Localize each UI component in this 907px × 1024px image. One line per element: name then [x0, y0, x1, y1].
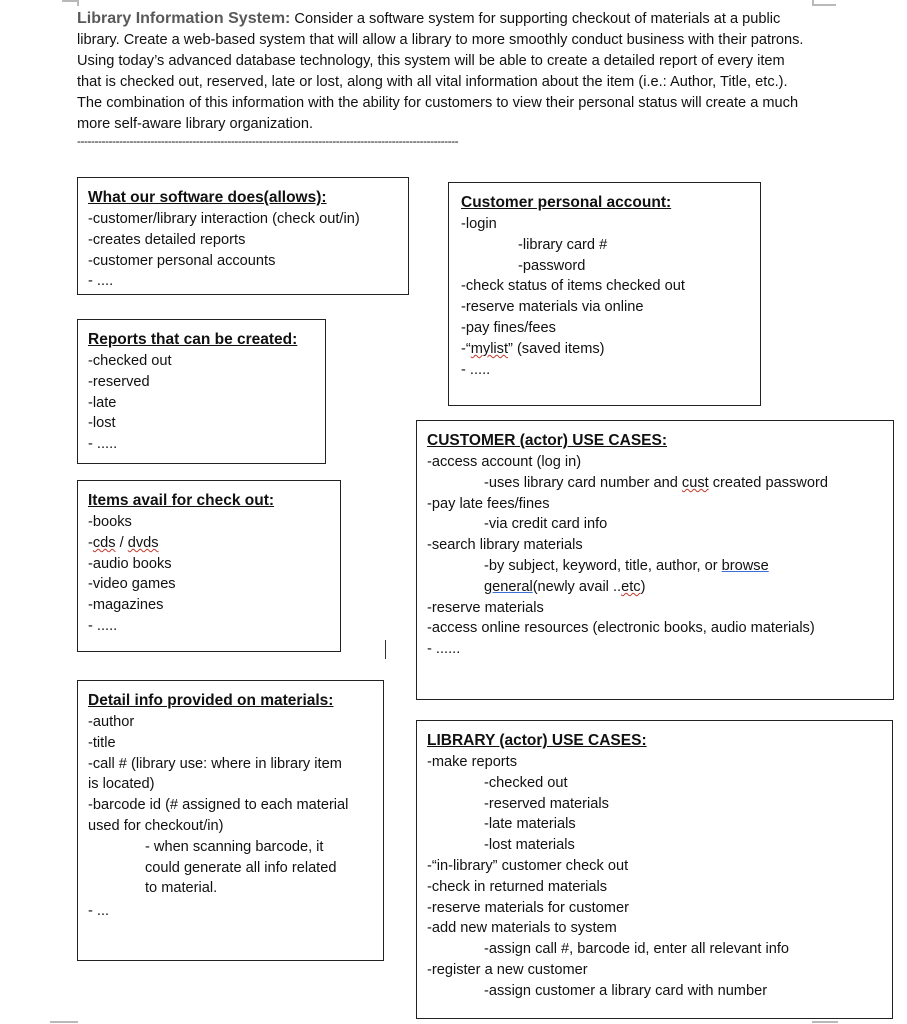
list-item: - ......	[427, 641, 461, 658]
list-item: -checked out	[88, 353, 172, 369]
separator-line: -------------------------------------------------------------------------------------------------------------	[77, 134, 459, 148]
detail-info-title: Detail info provided on materials:	[88, 692, 334, 709]
list-item: - .....	[461, 361, 491, 378]
list-item: -late	[88, 394, 117, 411]
list-item: -pay late fees/fines	[427, 495, 550, 512]
spellcheck-word: mylist	[470, 340, 509, 357]
list-item: -pay fines/fees	[461, 319, 556, 336]
software-features-box	[77, 177, 409, 295]
reports-box	[77, 319, 326, 464]
list-item: -library card #	[518, 236, 608, 253]
list-item: -search library materials	[427, 537, 583, 554]
list-item: -reserve materials	[427, 599, 544, 616]
list-item: -reserved materials	[484, 795, 609, 812]
list-item: - .....	[88, 617, 118, 634]
page-corner-mark-top-left	[62, 0, 78, 2]
list-item: -uses library card number and cust created password	[484, 474, 828, 491]
customer-use-cases-box	[416, 420, 894, 700]
customer-account-box	[448, 182, 761, 406]
reports-title: Reports that can be created:	[88, 331, 298, 348]
list-item: - .....	[88, 436, 118, 453]
list-item: to material.	[145, 880, 218, 897]
list-item: -customer personal accounts	[88, 252, 276, 269]
list-item: -video games	[88, 576, 176, 593]
list-item: -assign call #, barcode id, enter all relevant info	[484, 941, 790, 958]
library-use-cases-title: LIBRARY (actor) USE CASES:	[427, 732, 647, 749]
spellcheck-word: cust	[681, 474, 709, 491]
list-item: -login	[461, 216, 497, 232]
grammar-word: general	[484, 578, 533, 595]
list-item: -via credit card info	[484, 516, 608, 533]
list-item: -add new materials to system	[427, 920, 617, 937]
list-item: -register a new customer	[427, 961, 588, 978]
page-corner-mark-top-right	[812, 4, 836, 6]
intro-body: Consider a software system for supporting checkout of materials at a public library. Create a web-based system that will allow a library to more smoothly conduct business with their patrons. Using today’s advanced database technology, this system will be able to create a detailed report of every item that is checked out, reserved, late or lost, along with all vital information about the item (i.e.: Author, Title, etc.). The combination of this information with the ability for customers to view their personal status will create a much more self-aware library organization.	[77, 11, 804, 132]
list-item: -access online resources (electronic books, audio materials)	[427, 620, 815, 637]
spellcheck-word: cds	[92, 534, 116, 551]
list-item: -assign customer a library card with number	[484, 982, 768, 999]
list-item: -password	[518, 257, 586, 274]
items-available-box	[77, 480, 341, 652]
list-item: -call # (library use: where in library item	[88, 755, 342, 772]
list-item: - ...	[88, 903, 110, 920]
list-item: -check in returned materials	[427, 878, 608, 895]
list-item: -reserved	[88, 373, 150, 390]
list-item: -creates detailed reports	[88, 231, 246, 248]
list-item: -cds / dvds	[88, 534, 159, 551]
list-item: -checked out	[484, 774, 568, 791]
list-item: -reserve materials via online	[461, 299, 644, 316]
list-item: -make reports	[427, 754, 518, 770]
page-corner-mark-top-right-vertical	[812, 0, 814, 6]
list-item: -barcode id (# assigned to each material	[88, 797, 349, 814]
page-corner-mark-bottom-right	[812, 1021, 838, 1023]
intro-title: Library Information System:	[77, 10, 291, 27]
library-use-cases-box	[416, 720, 893, 1019]
list-item: -title	[88, 734, 116, 751]
list-item: -“mylist” (saved items)	[461, 340, 605, 357]
grammar-word: browse	[721, 557, 769, 574]
intro-paragraph	[77, 8, 807, 135]
spellcheck-word: etc	[621, 578, 641, 595]
spellcheck-word: dvds	[127, 534, 159, 551]
list-item: used for checkout/in)	[88, 817, 224, 834]
list-item: -books	[88, 514, 132, 530]
list-item: -lost	[88, 415, 116, 432]
items-available-title: Items avail for check out:	[88, 492, 275, 509]
customer-use-cases-title: CUSTOMER (actor) USE CASES:	[427, 432, 667, 449]
customer-account-title: Customer personal account:	[461, 194, 672, 211]
page-corner-mark-top-left-vertical	[77, 0, 79, 6]
software-features-title: What our software does(allows):	[88, 189, 327, 206]
list-item: -by subject, keyword, title, author, or browse	[484, 557, 769, 574]
list-item: -lost materials	[484, 837, 575, 854]
list-item: could generate all info related	[145, 859, 337, 876]
list-item: -late materials	[484, 816, 576, 833]
list-item: -access account (log in)	[427, 454, 582, 470]
list-item: -“in-library” customer check out	[427, 857, 629, 874]
list-item: -reserve materials for customer	[427, 899, 629, 916]
list-item: - ....	[88, 273, 114, 290]
list-item: -customer/library interaction (check out/in)	[88, 211, 360, 227]
text-cursor	[385, 640, 386, 659]
list-item: -magazines	[88, 597, 164, 614]
detail-info-box	[77, 680, 384, 961]
list-item: -check status of items checked out	[461, 278, 685, 295]
list-item: general(newly avail ..etc)	[484, 578, 646, 595]
list-item: - when scanning barcode, it	[145, 838, 324, 855]
list-item: -audio books	[88, 555, 172, 572]
page-corner-mark-bottom-left	[50, 1021, 78, 1023]
list-item: is located)	[88, 776, 155, 793]
list-item: -author	[88, 714, 135, 730]
